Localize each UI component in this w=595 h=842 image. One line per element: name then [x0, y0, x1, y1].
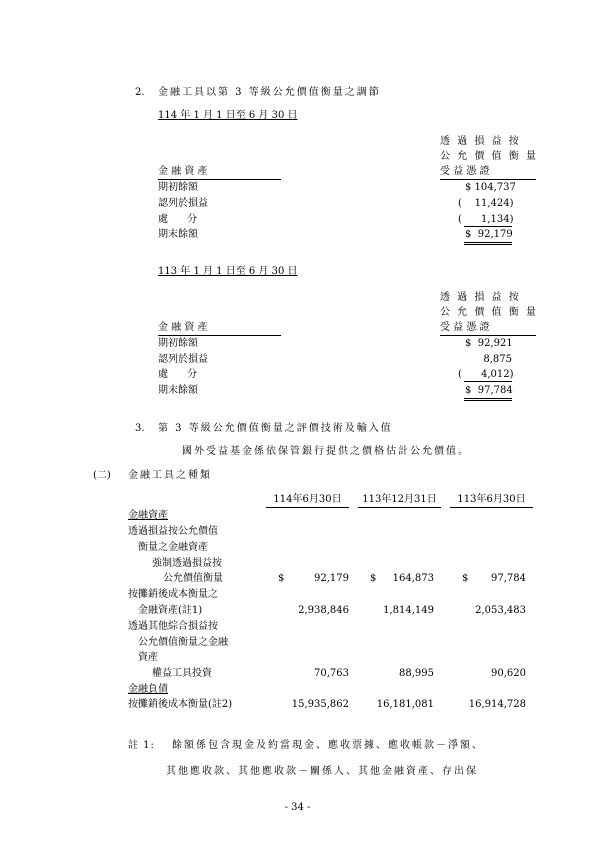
line-item: 金融資產(註1) — [138, 605, 203, 616]
row-value: ( 11,424) — [458, 198, 514, 209]
category-header: 金融資產 — [128, 510, 168, 521]
total-rule — [464, 242, 512, 243]
line-item: 透過其他綜合損益按 — [128, 621, 218, 632]
column-header-rule — [266, 507, 349, 508]
column-header-line: 公 允 價 值 衡 量 — [440, 307, 538, 318]
row-label: 處 分 — [158, 214, 198, 225]
row-label: 認列於損益 — [158, 354, 208, 365]
note-text: 其他應收款、其他應收款－關係人、其他金融資產、存出保 — [166, 766, 478, 777]
row-value: ( 4,012) — [458, 369, 514, 380]
line-item: 強制透過損益按 — [152, 558, 222, 569]
row-label: 期末餘額 — [158, 385, 198, 396]
paragraph: 國外受益基金係依保管銀行提供之價格估計公允價值。 — [182, 446, 470, 457]
row-label: 期初餘額 — [158, 338, 198, 349]
total-rule — [464, 398, 512, 399]
row-value: $ 104,737 — [465, 182, 516, 193]
line-item: 公允價值衡量 — [163, 573, 223, 584]
row-header-rule — [158, 179, 281, 180]
cell-value: 2,938,846 — [298, 605, 349, 616]
row-label: 認列於損益 — [158, 198, 208, 209]
cell-value: 70,763 — [314, 668, 349, 679]
line-item: 權益工具投資 — [152, 668, 212, 679]
cell-value: 15,935,862 — [291, 699, 349, 710]
cell-value: 90,620 — [491, 668, 526, 679]
cell-value: 92,179 — [314, 573, 349, 584]
column-header-line: 受 益 憑 證 — [440, 322, 490, 333]
column-header: 113年6月30日 — [457, 494, 526, 505]
column-header-rule — [450, 507, 533, 508]
cell-value: 164,873 — [392, 573, 434, 584]
column-header-line: 透 過 損 益 按 — [440, 292, 521, 303]
row-value: $ 92,921 — [465, 338, 513, 349]
line-item: 按攤銷後成本衡量(註2) — [128, 699, 233, 710]
section-title: 金融工具以第 3 等級公允價值衡量之調節 — [158, 87, 381, 98]
column-header: 114年6月30日 — [273, 494, 342, 505]
row-header: 金 融 資 產 — [158, 322, 208, 333]
column-header-line: 公 允 價 值 衡 量 — [440, 151, 538, 162]
dollar-sign: $ — [370, 573, 377, 584]
note-text: 餘額係包含現金及約當現金、應收票據、應收帳款－淨額、 — [172, 740, 484, 751]
line-item: 透過損益按公允價值 — [128, 526, 218, 537]
column-header-line: 受 益 憑 證 — [440, 166, 490, 177]
note-label: 註 1: — [128, 740, 155, 751]
subtotal-rule — [464, 381, 512, 382]
category-header: 金融負債 — [128, 684, 168, 695]
row-header: 金 融 資 產 — [158, 166, 208, 177]
cell-value: 1,814,149 — [383, 605, 434, 616]
line-item: 資產 — [138, 652, 158, 663]
subtotal-rule — [464, 226, 512, 227]
dollar-sign: $ — [278, 573, 285, 584]
line-item: 公允價值衡量之金融 — [138, 637, 228, 648]
section-title: 金融工具之種類 — [128, 470, 212, 481]
cell-value: 16,181,081 — [376, 699, 434, 710]
cell-value: 2,053,483 — [475, 605, 526, 616]
cell-value: 88,995 — [399, 668, 434, 679]
column-header: 113年12月31日 — [362, 494, 437, 505]
total-rule — [464, 400, 512, 401]
period-heading: 113 年 1 月 1 日至 6 月 30 日 — [158, 266, 298, 277]
cell-value: 16,914,728 — [468, 699, 526, 710]
line-item: 按攤銷後成本衡量之 — [128, 589, 218, 600]
column-header-rule — [440, 335, 536, 336]
cell-value: 97,784 — [491, 573, 526, 584]
row-value: $ 97,784 — [465, 385, 513, 396]
column-header-rule — [358, 507, 441, 508]
section-title: 第 3 等級公允價值衡量之評價技術及輸入值 — [158, 423, 393, 434]
row-value: ( 1,134) — [458, 214, 514, 225]
line-item: 衡量之金融資產 — [138, 542, 208, 553]
row-value: 8,875 — [483, 354, 512, 365]
dollar-sign: $ — [462, 573, 469, 584]
page-number: - 34 - — [284, 802, 311, 813]
row-label: 期初餘額 — [158, 182, 198, 193]
period-heading: 114 年 1 月 1 日至 6 月 30 日 — [158, 110, 298, 121]
column-header-line: 透 過 損 益 按 — [440, 136, 521, 147]
section-number: 3. — [135, 423, 145, 434]
section-number: 2. — [135, 87, 145, 98]
total-rule — [464, 244, 512, 245]
row-label: 期末餘額 — [158, 229, 198, 240]
section-label: (二) — [93, 470, 111, 481]
row-header-rule — [158, 335, 281, 336]
column-header-rule — [440, 179, 536, 180]
row-label: 處 分 — [158, 369, 198, 380]
row-value: $ 92,179 — [465, 229, 513, 240]
